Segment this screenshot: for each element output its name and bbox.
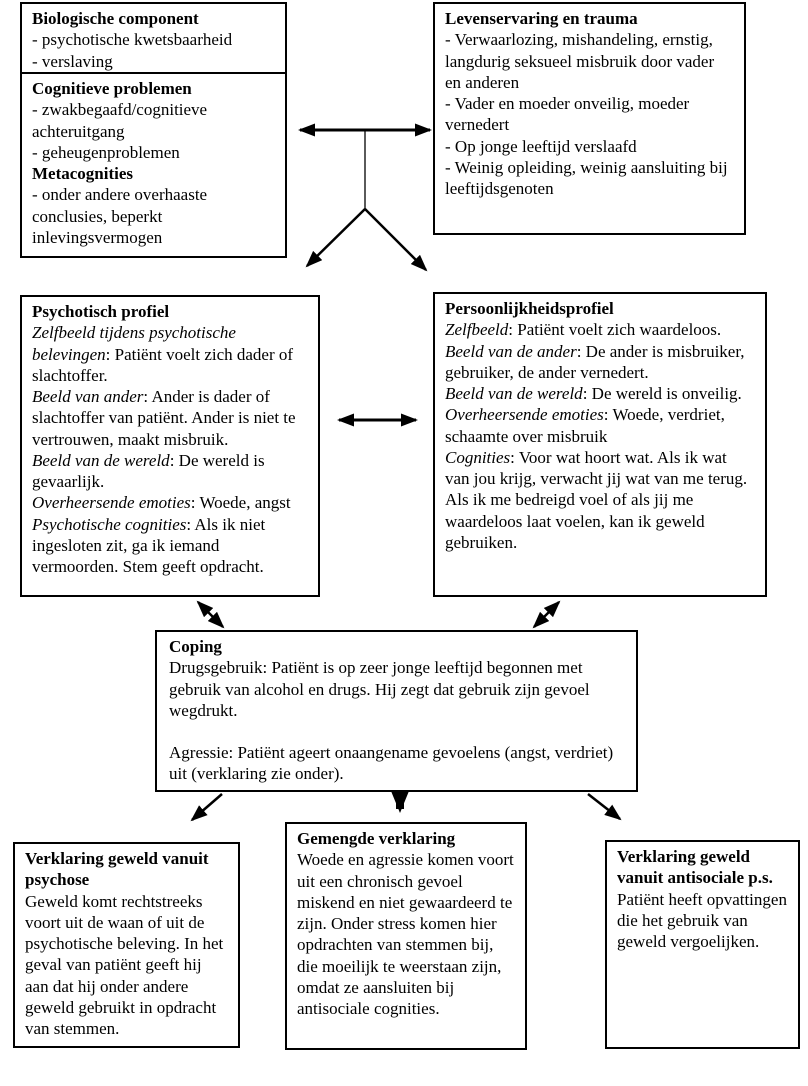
- entry-text: : Patiënt voelt zich waardeloos.: [508, 320, 722, 340]
- profile-entry: [32, 322, 308, 386]
- entry-label: Psychotische cognities: [32, 514, 187, 534]
- entry-label: Beeld van de wereld: [32, 450, 170, 470]
- arrow-junction-psychotic: [307, 209, 365, 266]
- arrow-junction-personality: [365, 209, 426, 270]
- biological-title: Biologische component: [32, 9, 199, 28]
- trauma-item: - Vader en moeder onveilig, moeder vernedert: [445, 94, 690, 135]
- trauma-item: - Verwaarlozing, mishandeling, ernstig, langdurig seksueel misbruik door vader en anderen: [445, 30, 715, 92]
- trauma-box: [433, 2, 746, 235]
- trauma-item: - Weinig opleiding, weinig aansluiting bij leeftijdsgenoten: [445, 157, 728, 198]
- antisocial-explanation-box: [605, 840, 800, 1049]
- entry-text: : Voor wat hoort wat. Als ik wat van jou krijg, verwacht jij wat van me terug. Als ik me bedreigd voel of als jij me waardeloos laat voelen, kan ik geweld gebruiken.: [445, 447, 748, 552]
- biological-section: [22, 4, 285, 74]
- arrow-coping-psychosis-explanation: [192, 794, 222, 820]
- entry-text: : Als ik niet ingesloten zit, ga ik iemand vermoorden. Stem geeft opdracht.: [32, 514, 266, 576]
- coping-paragraph: Drugsgebruik: Patiënt is op zeer jonge leeftijd begonnen met gebruik van alcohol en drugs. Hij zegt dat gebruik zijn gevoel wegdrukt.: [169, 658, 590, 720]
- entry-label: Overheersende emoties: [32, 493, 191, 513]
- mixed-explanation-body: Woede en agressie komen voort uit een chronisch gevoel miskend en niet gewaardeerd te zijn. Onder stress komen hier opdrachten van stemmen bij, die moeilijk te weerstaan zijn, omdat ze aansluiten bij antisociale cognities.: [297, 850, 514, 1018]
- entry-label: Cognities: [445, 447, 511, 467]
- psychosis-explanation-body: Geweld komt rechtstreeks voort uit de waan of uit de psychotische beleving. In het geval van patiënt geeft hij aan dat hij onder andere geweld gebruikt in opdracht van stemmen.: [25, 891, 224, 1038]
- cognitive-section: [22, 74, 285, 252]
- entry-text: : Woede, verdriet, schaamte over misbruik: [445, 405, 725, 446]
- mixed-explanation-box: [285, 822, 527, 1050]
- cognitive-item: - geheugenproblemen: [32, 142, 180, 162]
- psychotic-profile-box: [20, 295, 320, 597]
- psychotic-profile-title: Psychotisch profiel: [32, 302, 170, 321]
- biological-cognitive-box: [20, 2, 287, 258]
- antisocial-explanation-title: Verklaring geweld vanuit antisociale p.s.: [617, 847, 773, 888]
- metacognitions-item: - onder andere overhaaste conclusies, beperkt inlevingsvermogen: [32, 185, 208, 247]
- psychosis-explanation-box: [13, 842, 240, 1048]
- metacognitions-title: Metacognities: [32, 164, 134, 183]
- entry-text: : Ander is dader of slachtoffer van patiënt. Ander is niet te vertrouwen, maakt misbruik.: [32, 387, 296, 449]
- entry-text: : De wereld is gevaarlijk.: [32, 450, 265, 491]
- profile-entry: [32, 492, 308, 513]
- cognitive-item: - zwakbegaafd/cognitieve achteruitgang: [32, 100, 208, 141]
- entry-text: : De ander is misbruiker, gebruiker, de ander vernedert.: [445, 341, 745, 382]
- antisocial-explanation-body: Patiënt heeft opvattingen die het gebruik van geweld vergoelijken.: [617, 889, 787, 951]
- profile-entry: [445, 383, 755, 404]
- arrow-personality-coping: [534, 602, 559, 627]
- profile-entry: [32, 450, 308, 493]
- coping-paragraph: Agressie: Patiënt ageert onaangename gevoelens (angst, verdriet) uit (verklaring zie onder).: [169, 743, 614, 784]
- trauma-item: - Op jonge leeftijd verslaafd: [445, 136, 637, 156]
- psychosis-explanation-title: Verklaring geweld vanuit psychose: [25, 849, 209, 890]
- entry-label: Beeld van de ander: [445, 341, 577, 361]
- entry-text: : De wereld is onveilig.: [582, 384, 742, 403]
- mixed-explanation-title: Gemengde verklaring: [297, 829, 456, 848]
- biological-item: - psychotische kwetsbaarheid: [32, 30, 233, 50]
- coping-title: Coping: [169, 637, 222, 656]
- arrow-psychotic-coping: [198, 602, 223, 627]
- entry-text: : Patiënt voelt zich dader of slachtoffer.: [32, 344, 294, 385]
- cognitive-title: Cognitieve problemen: [32, 79, 192, 98]
- entry-label: Zelfbeeld tijdens psychotische belevingen: [32, 323, 236, 364]
- profile-entry: [445, 404, 755, 447]
- trauma-title: Levenservaring en trauma: [445, 9, 638, 28]
- coping-box: [155, 630, 638, 792]
- arrow-coping-antisocial-explanation: [588, 794, 620, 819]
- entry-label: Overheersende emoties: [445, 405, 604, 425]
- personality-profile-title: Persoonlijkheidsprofiel: [445, 299, 614, 318]
- personality-profile-box: [433, 292, 767, 597]
- entry-text: : Woede, angst: [190, 493, 291, 513]
- entry-label: Beeld van ander: [32, 387, 144, 406]
- biological-item: - verslaving: [32, 51, 113, 71]
- entry-label: Zelfbeeld: [445, 320, 509, 340]
- profile-entry: [445, 341, 755, 384]
- entry-label: Beeld van de wereld: [445, 384, 583, 403]
- profile-entry: [445, 319, 755, 340]
- profile-entry: [32, 386, 308, 450]
- profile-entry: [32, 514, 308, 578]
- profile-entry: [445, 447, 755, 553]
